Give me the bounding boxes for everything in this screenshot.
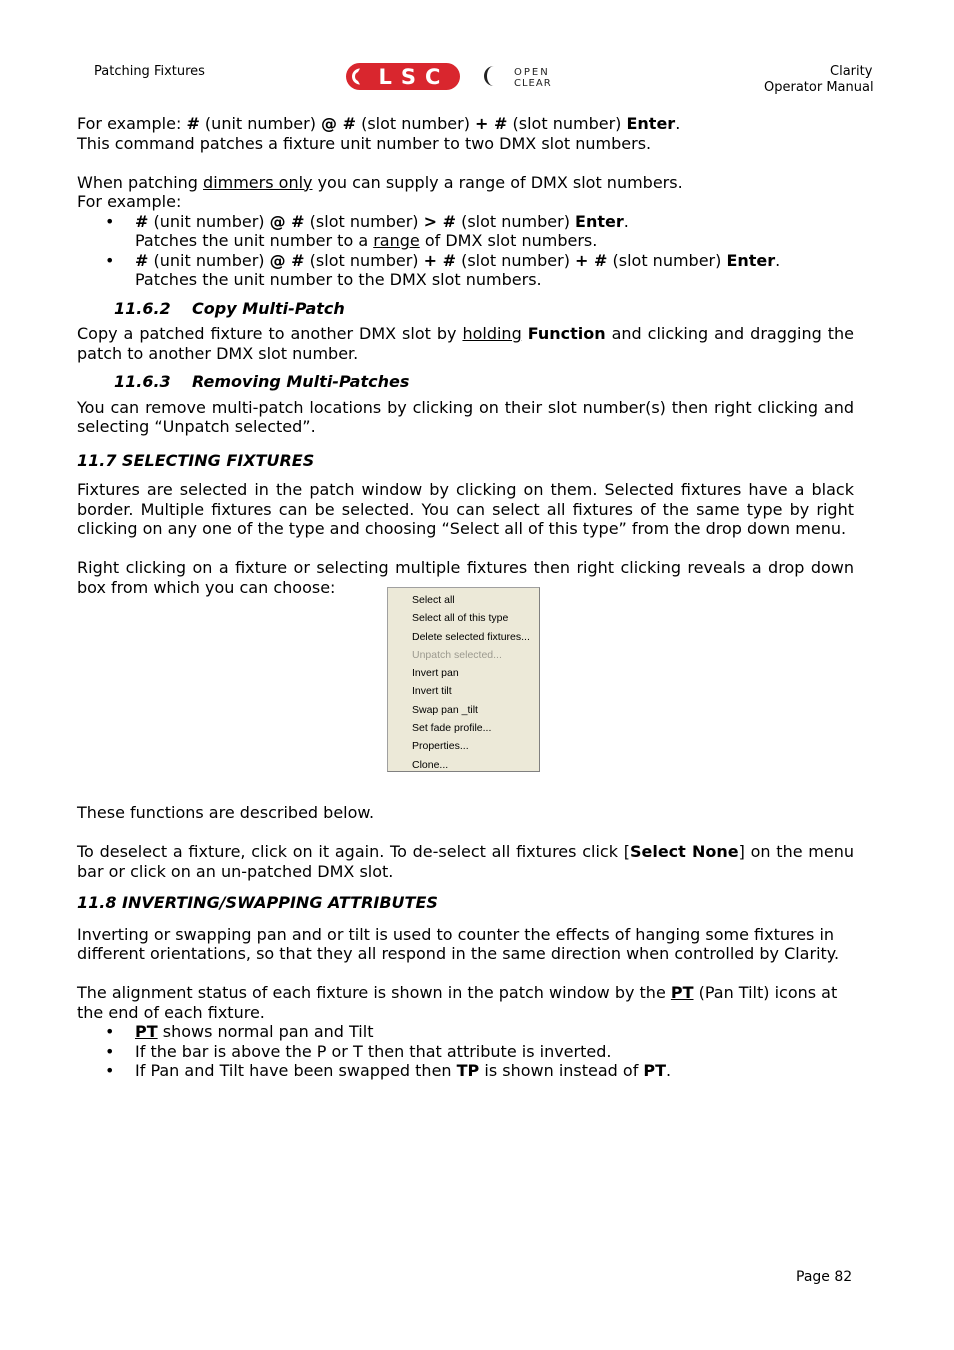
svg-text:CLEAR: CLEAR	[514, 78, 552, 88]
heading-11-7: 11.7 SELECTING FIXTURES	[77, 450, 315, 470]
open-clear-logo	[482, 64, 578, 88]
menu-item-set-fade-profile[interactable]: Set fade profile...	[412, 722, 492, 735]
page-content	[77, 114, 854, 1081]
menu-item-properties[interactable]: Properties...	[412, 740, 469, 753]
range-list	[77, 212, 854, 290]
remove-multipatch-para: You can remove multi-patch locations by clicking on their slot number(s) then right clicking and selecting “Unpatch selected”.	[77, 397, 854, 436]
list-item: • If Pan and Tilt have been swapped then TP is shown instead of PT.	[77, 1061, 854, 1081]
menu-item-invert-tilt[interactable]: Invert tilt	[412, 685, 452, 698]
menu-item-delete-selected[interactable]: Delete selected fixtures...	[412, 630, 530, 643]
alignment-para: The alignment status of each fixture is shown in the patch window by the PT (Pan Tilt) icons at the end of each fixture.	[77, 983, 838, 1022]
selecting-para-2: Right clicking on a fixture or selecting multiple fixtures then right clicking reveals a drop down box from which you can choose:	[77, 558, 854, 597]
header-section: Patching Fixtures	[94, 64, 205, 79]
context-menu	[387, 587, 540, 772]
lsc-logo	[346, 63, 460, 90]
menu-item-swap-pan-tilt[interactable]: Swap pan _tilt	[412, 703, 478, 716]
pt-list	[77, 1022, 854, 1081]
context-menu-figure	[77, 594, 854, 803]
menu-item-select-all-type[interactable]: Select all of this type	[412, 612, 509, 625]
inverting-para: Inverting or swapping pan and or tilt is used to counter the effects of hanging some fixtures in different orientations, so that they all respond in the same direction when controlled by Clarity.	[77, 924, 840, 963]
svg-text:OPEN: OPEN	[514, 67, 550, 78]
list-item: • If the bar is above the P or T then that attribute is inverted.	[77, 1042, 854, 1062]
example-desc: This command patches a fixture unit number to two DMX slot numbers.	[77, 133, 652, 153]
list-item: • PT shows normal pan and Tilt	[77, 1022, 854, 1042]
header-manual: Operator Manual	[764, 80, 874, 95]
header-product: Clarity	[830, 64, 873, 79]
menu-item-invert-pan[interactable]: Invert pan	[412, 667, 459, 680]
example-line: For example: # (unit number) @ # (slot number) + # (slot number) Enter.	[77, 114, 681, 133]
functions-described: These functions are described below.	[77, 803, 375, 822]
page-number: Page 82	[796, 1269, 853, 1285]
menu-item-select-all[interactable]: Select all	[412, 594, 455, 606]
list-item: • # (unit number) @ # (slot number) + # (slot number) + # (slot number) Enter. Patches the unit number to the DMX slot numbers.	[77, 251, 854, 290]
copy-multipatch-para: Copy a patched fixture to another DMX slot by holding Function and clicking and dragging the patch to another DMX slot number.	[77, 324, 854, 363]
svg-text:LSC: LSC	[378, 65, 450, 89]
for-example: For example:	[77, 192, 182, 211]
heading-11-8: 11.8 INVERTING/SWAPPING ATTRIBUTES	[77, 893, 438, 912]
selecting-para-1: Fixtures are selected in the patch window by clicking on them. Selected fixtures have a black border. Multiple fixtures can be selected. You can select all fixtures of the same type by right clicking on any one of the type and choosing “Select all of this type” from the drop down menu.	[77, 480, 854, 538]
deselect-para: To deselect a fixture, click on it again. To de-select all fixtures click [Select None] on the menu bar or click on an un-patched DMX slot.	[77, 842, 855, 881]
list-item: • # (unit number) @ # (slot number) > # (slot number) Enter. Patches the unit number to a range of DMX slot numbers.	[77, 212, 854, 251]
heading-11-6-2: 11.6.2 Copy Multi-Patch	[114, 298, 345, 318]
menu-item-clone[interactable]: Clone...	[412, 758, 449, 771]
dimmers-para: When patching dimmers only you can supply a range of DMX slot numbers.	[77, 172, 683, 192]
heading-11-6-3: 11.6.3 Removing Multi-Patches	[114, 372, 410, 391]
menu-item-unpatch-selected: Unpatch selected...	[412, 648, 502, 661]
